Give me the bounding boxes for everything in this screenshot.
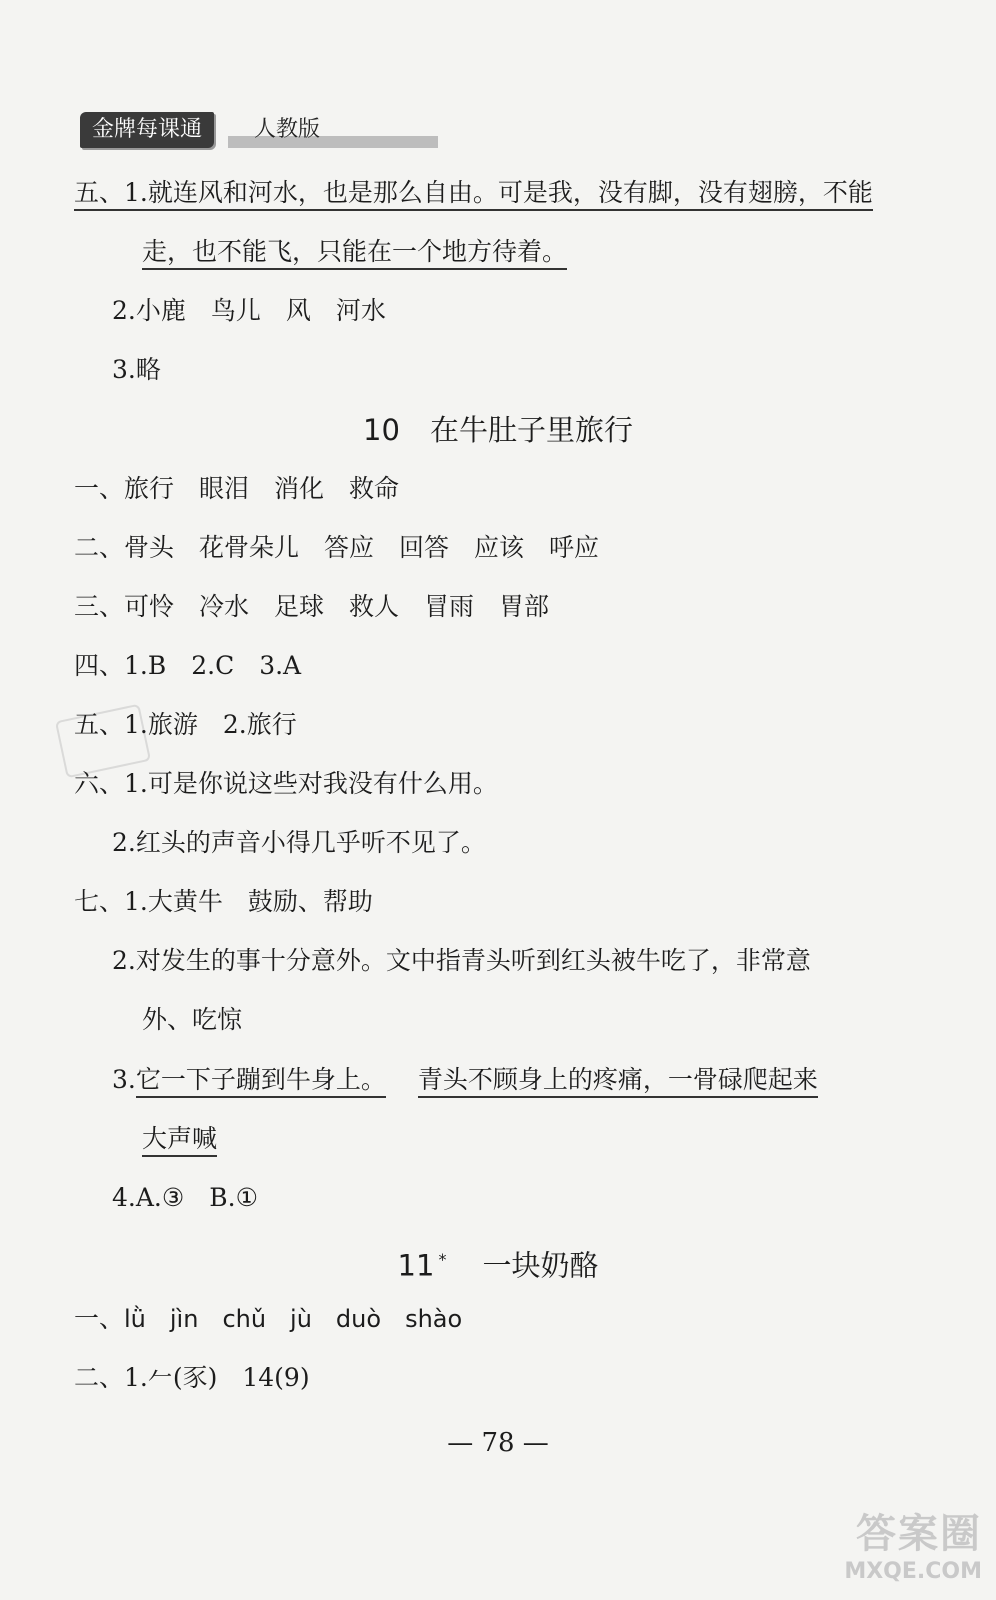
l10-answer-7-3-underline-2: 青头不顾身上的疼痛，一骨碌爬起来 — [418, 1065, 818, 1098]
l11-answer-1-prefix: 一、 — [74, 1304, 125, 1333]
l10-answer-7-4: 4.A.③ B.① — [112, 1183, 258, 1212]
l10-answer-2: 二、骨头 花骨朵儿 答应 回答 应该 呼应 — [74, 533, 600, 562]
l10-answer-7-2-cont: 外、吃惊 — [142, 1005, 243, 1034]
brand-label: 金牌每课通 — [80, 112, 214, 148]
l10-answer-6-2: 2.红头的声音小得几乎听不见了。 — [112, 828, 486, 857]
page-number: — 78 — — [447, 1428, 549, 1458]
l11-answer-1 — [74, 1302, 462, 1336]
answer-5-1-line-a: 五、1.就连风和河水，也是那么自由。可是我，没有脚，没有翅膀，不能 — [74, 178, 873, 211]
l10-answer-4: 四、1.B 2.C 3.A — [74, 651, 302, 680]
answer-5-2: 2.小鹿 鸟儿 风 河水 — [112, 296, 386, 325]
watermark — [844, 1502, 982, 1584]
lesson-10-title — [0, 410, 996, 450]
l10-answer-7-1: 七、1.大黄牛 鼓励、帮助 — [74, 887, 373, 916]
lesson-11-number: 11 — [397, 1248, 435, 1283]
header-banner — [80, 112, 360, 150]
answer-5-1-line-b: 走，也不能飞，只能在一个地方待着。 — [142, 237, 567, 270]
l10-answer-7-2: 2.对发生的事十分意外。文中指青头听到红头被牛吃了，非常意 — [112, 946, 811, 975]
l11-answer-2: 二、1.𠂉(豕) 14(9) — [74, 1363, 310, 1392]
l10-answer-7-3 — [112, 1063, 818, 1097]
l10-answer-7-3-cont — [142, 1122, 217, 1156]
answer-5-3: 3.略 — [112, 355, 161, 384]
answer-5-1-cont — [142, 235, 567, 269]
l10-answer-7-3-underline-1: 它一下子蹦到牛身上。 — [136, 1065, 386, 1098]
watermark-line-2: MXQE.COM — [844, 1559, 982, 1584]
lesson-10-name: 在牛肚子里旅行 — [429, 413, 633, 447]
watermark-line-1: 答案圈 — [856, 1511, 982, 1557]
lesson-11-name: 一块奶酪 — [482, 1248, 599, 1283]
l10-answer-6-1: 六、1.可是你说这些对我没有什么用。 — [74, 769, 498, 798]
lesson-11-mark: * — [438, 1250, 447, 1269]
l11-pinyin: lǜ jìn chǔ jù duò shào — [124, 1305, 463, 1333]
edition-label: 人教版 — [254, 117, 321, 142]
l10-answer-5: 五、1.旅游 2.旅行 — [74, 710, 297, 739]
l10-answer-7-3-prefix: 3. — [112, 1065, 136, 1094]
l10-answer-1: 一、旅行 眼泪 消化 救命 — [74, 474, 400, 503]
lesson-11-title — [0, 1240, 996, 1286]
l10-answer-7-3-underline-3: 大声喊 — [142, 1124, 217, 1157]
answer-5-1 — [74, 176, 873, 210]
lesson-10-number: 10 — [363, 413, 400, 447]
l10-answer-3: 三、可怜 冷水 足球 救人 冒雨 胃部 — [74, 592, 550, 621]
